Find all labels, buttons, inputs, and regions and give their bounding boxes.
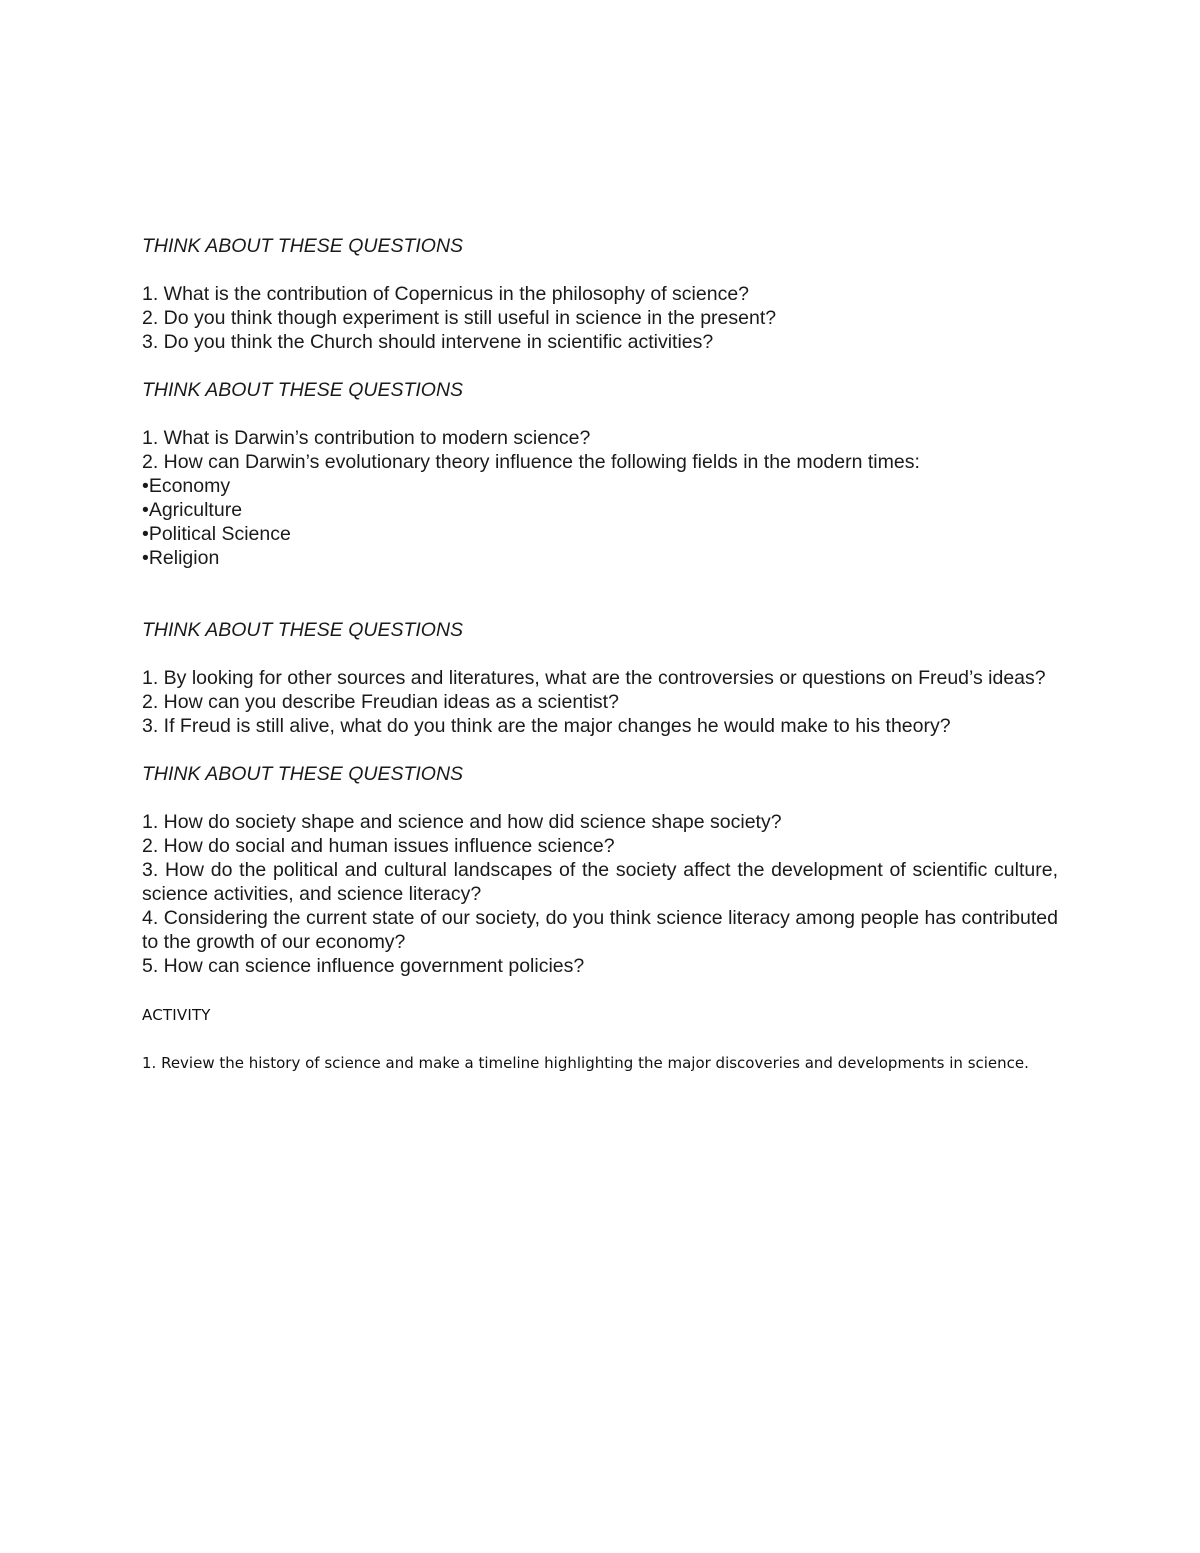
question-item: 2. How can you describe Freudian ideas as a scientist? (142, 691, 619, 713)
question-list (142, 810, 1058, 978)
question-item: 3. If Freud is still alive, what do you think are the major changes he would make to his theory? (142, 715, 951, 737)
question-item: 4. Considering the current state of our society, do you think science literacy among people has contributed to the growth of our economy? (142, 907, 1058, 953)
question-item: 5. How can science influence government policies? (142, 955, 585, 977)
question-item: 1. How do society shape and science and how did science shape society? (142, 811, 782, 833)
section-heading: THINK ABOUT THESE QUESTIONS (142, 235, 464, 257)
document-body (142, 234, 1058, 1075)
question-list (142, 282, 1058, 354)
bullet-item: •Religion (142, 547, 220, 569)
activity-task: 1. Review the history of science and make a timeline highlighting the major discoveries and developments in science. (142, 1054, 1029, 1072)
bullet-item: •Economy (142, 475, 231, 497)
question-list (142, 426, 1058, 570)
question-item: 2. How can Darwin’s evolutionary theory influence the following fields in the modern times: (142, 451, 920, 473)
section-heading: THINK ABOUT THESE QUESTIONS (142, 763, 464, 785)
question-item: 1. What is the contribution of Copernicus in the philosophy of science? (142, 283, 750, 305)
question-item: 2. How do social and human issues influence science? (142, 835, 615, 857)
bullet-item: •Political Science (142, 523, 291, 545)
section-heading: THINK ABOUT THESE QUESTIONS (142, 619, 464, 641)
question-item: 3. Do you think the Church should intervene in scientific activities? (142, 331, 714, 353)
section-society (142, 762, 1058, 978)
section-darwin (142, 378, 1058, 570)
activity-heading: ACTIVITY (142, 1006, 211, 1024)
section-heading: THINK ABOUT THESE QUESTIONS (142, 379, 464, 401)
bullet-item: •Agriculture (142, 499, 243, 521)
fields-bullet-list (142, 474, 1058, 570)
question-item: 3. How do the political and cultural landscapes of the society affect the development of scientific culture, science activities, and science literacy? (142, 859, 1058, 905)
question-item: 1. By looking for other sources and literatures, what are the controversies or questions on Freud’s ideas? (142, 667, 1046, 689)
question-list (142, 666, 1058, 738)
section-freud (142, 618, 1058, 738)
question-item: 2. Do you think though experiment is still useful in science in the present? (142, 307, 777, 329)
section-copernicus (142, 234, 1058, 354)
question-item: 1. What is Darwin’s contribution to modern science? (142, 427, 591, 449)
activity-section (142, 1004, 1058, 1075)
